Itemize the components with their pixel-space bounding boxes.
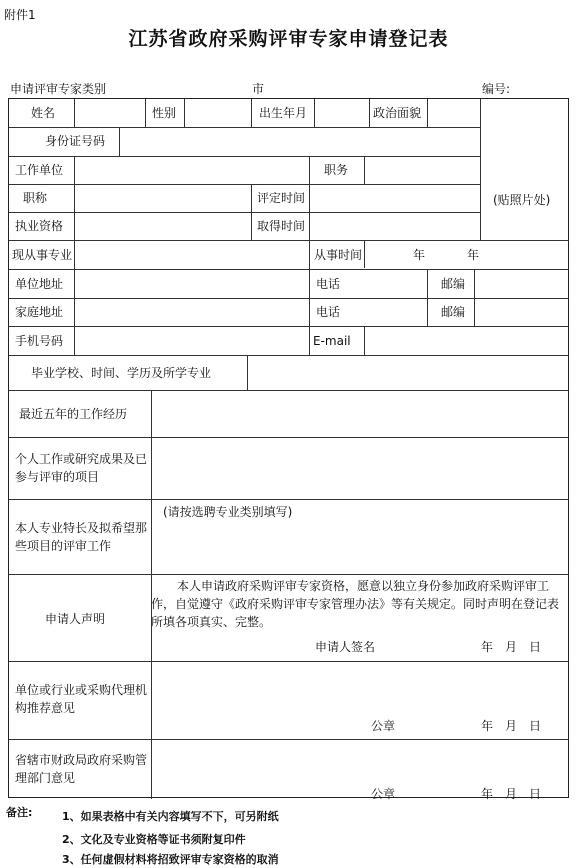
experience-label: 最近五年的工作经历 (19, 407, 128, 421)
qualification-label: 执业资格 (15, 219, 64, 233)
email-label: E-mail (313, 334, 351, 348)
obtain-time-label: 取得时间 (257, 219, 306, 233)
home-address-label: 家庭地址 (15, 305, 64, 319)
declaration-label: 申请人声明 (45, 612, 106, 626)
note-item: 1、如果表格中有关内容填写不下，可另附纸 (62, 810, 279, 823)
position-label: 职务 (324, 163, 349, 177)
title-label: 职称 (23, 191, 48, 205)
work-unit-label: 工作单位 (15, 163, 64, 177)
recommend-label: 单位或行业或采购代理机构推荐意见 (15, 683, 148, 715)
phone-label-2: 电话 (316, 305, 341, 319)
date-label: 年 月 日 (481, 640, 542, 654)
note-item: 3、任何虚假材料将招致评审专家资格的取消 (62, 853, 279, 866)
note-item: 2、文化及专业资格等证书须附复印件 (62, 833, 246, 846)
title-time-label: 评定时间 (257, 191, 306, 205)
seal-label-2: 公章 (371, 787, 396, 801)
attachment-label: 附件1 (4, 8, 36, 22)
photo-placeholder: (贴照片处) (493, 193, 551, 207)
year-label-2: 年 (467, 248, 480, 262)
date-label-2: 年 月 日 (481, 719, 542, 733)
birth-label: 出生年月 (259, 106, 308, 120)
number-label: 编号: (482, 82, 511, 96)
notes-label: 备注: (6, 806, 33, 819)
date-label-3: 年 月 日 (481, 787, 542, 801)
bureau-label: 省辖市财政局政府采购管理部门意见 (15, 753, 148, 785)
id-number-label: 身份证号码 (45, 134, 106, 148)
engaged-time-label: 从事时间 (314, 248, 363, 262)
education-label: 毕业学校、时间、学历及所学专业 (31, 366, 212, 380)
category-label: 申请评审专家类别 (10, 82, 107, 96)
political-label: 政治面貌 (373, 106, 422, 120)
mobile-label: 手机号码 (15, 334, 64, 348)
postcode-label-2: 邮编 (441, 305, 466, 319)
name-label: 姓名 (31, 106, 56, 120)
signature-label: 申请人签名 (315, 640, 376, 654)
phone-label: 电话 (316, 277, 341, 291)
specialty-hint: (请按选聘专业类别填写) (163, 505, 293, 519)
unit-address-label: 单位地址 (15, 277, 64, 291)
achievements-label: 个人工作或研究成果及已参与评审的项目 (15, 452, 148, 484)
year-label: 年 (413, 248, 426, 262)
specialty-label: 本人专业特长及拟希望那些项目的评审工作 (15, 521, 148, 553)
postcode-label: 邮编 (441, 277, 466, 291)
page-title: 江苏省政府采购评审专家申请登记表 (128, 28, 449, 50)
registration-form (8, 98, 569, 801)
gender-label: 性别 (152, 106, 177, 120)
declaration-text: 本人申请政府采购评审专家资格，愿意以独立身份参加政府采购评审工作，自觉遵守《政府采购评审专家管理办法》等有关规定。同时声明在登记表所填各项真实、完整。 (151, 579, 560, 629)
current-major-label: 现从事专业 (12, 248, 73, 262)
city-label: 市 (252, 82, 265, 96)
seal-label: 公章 (371, 719, 396, 733)
